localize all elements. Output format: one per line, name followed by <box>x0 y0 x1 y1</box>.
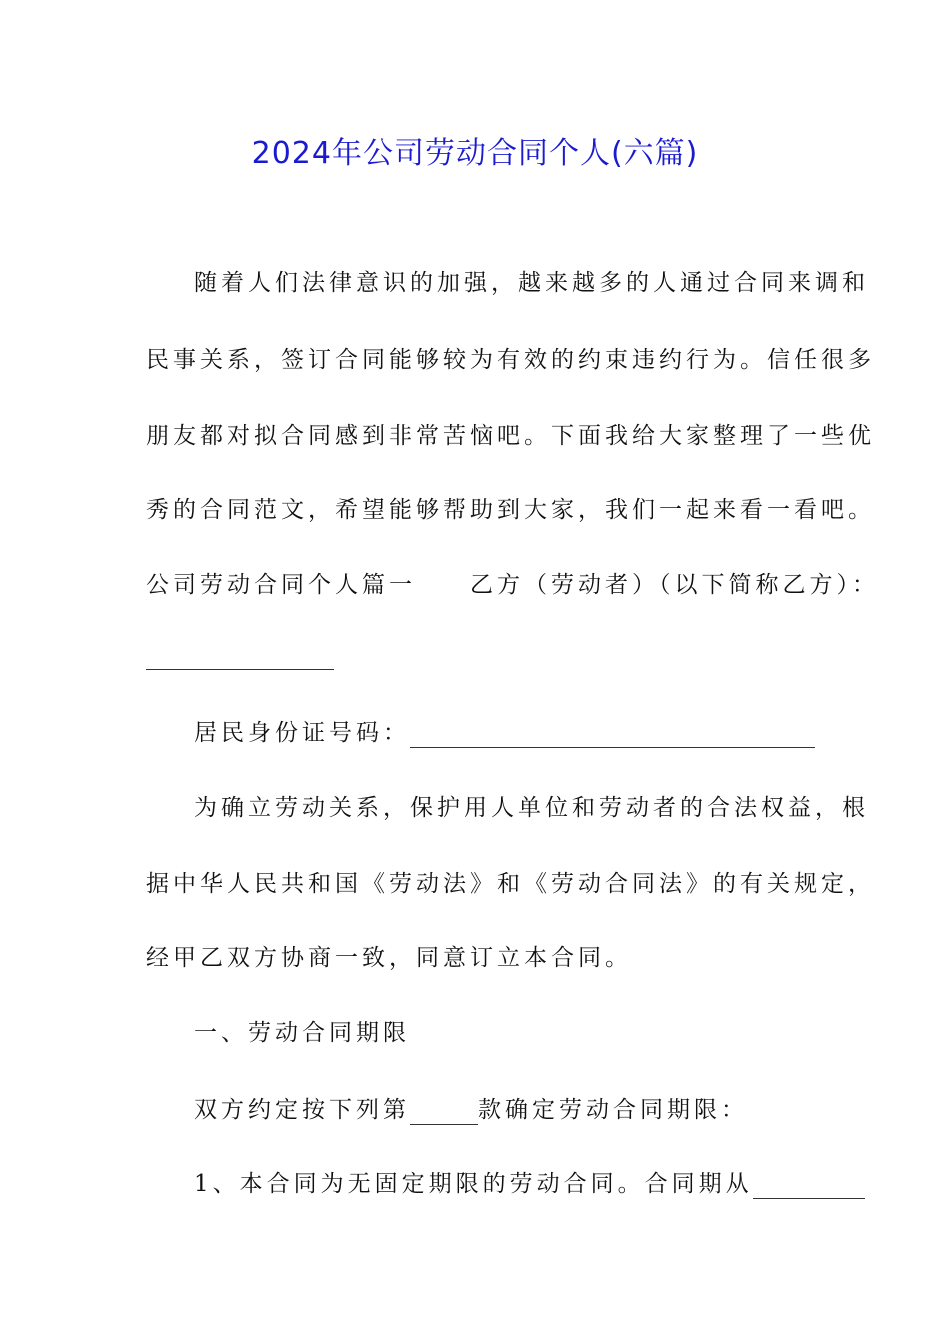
item-1-blank <box>753 1174 865 1199</box>
paragraph-line: 为确立劳动关系，保护用人单位和劳动者的合法权益，根 <box>194 795 869 821</box>
paragraph-line: 朋友都对拟合同感到非常苦恼吧。下面我给大家整理了一些优 <box>146 423 875 449</box>
id-number-line <box>194 718 815 748</box>
item-1-text: 1、本合同为无固定期限的劳动合同。合同期从 <box>194 1171 753 1197</box>
paragraph-line: 公司劳动合同个人篇一 乙方（劳动者）（以下简称乙方）： <box>146 572 879 598</box>
document-title: 2024年公司劳动合同个人(六篇) <box>251 136 699 171</box>
paragraph-line: 随着人们法律意识的加强，越来越多的人通过合同来调和 <box>194 270 869 296</box>
party-b-name-blank <box>146 640 334 670</box>
item-1-line <box>194 1169 865 1199</box>
term-pre-text: 双方约定按下列第 <box>194 1097 410 1123</box>
paragraph-line: 秀的合同范文，希望能够帮助到大家，我们一起来看一看吧。 <box>146 497 875 523</box>
section-heading: 一、劳动合同期限 <box>194 1020 410 1046</box>
paragraph-line: 经甲乙双方协商一致，同意订立本合同。 <box>146 945 632 971</box>
term-post-text: 款确定劳动合同期限： <box>478 1097 748 1123</box>
paragraph-line: 据中华人民共和国《劳动法》和《劳动合同法》的有关规定， <box>146 871 875 897</box>
term-choice-blank <box>410 1100 478 1125</box>
id-number-blank <box>410 723 815 748</box>
term-choice-line <box>194 1095 748 1125</box>
paragraph-line: 民事关系，签订合同能够较为有效的约束违约行为。信任很多 <box>146 347 875 373</box>
id-number-label: 居民身份证号码： <box>194 720 410 746</box>
